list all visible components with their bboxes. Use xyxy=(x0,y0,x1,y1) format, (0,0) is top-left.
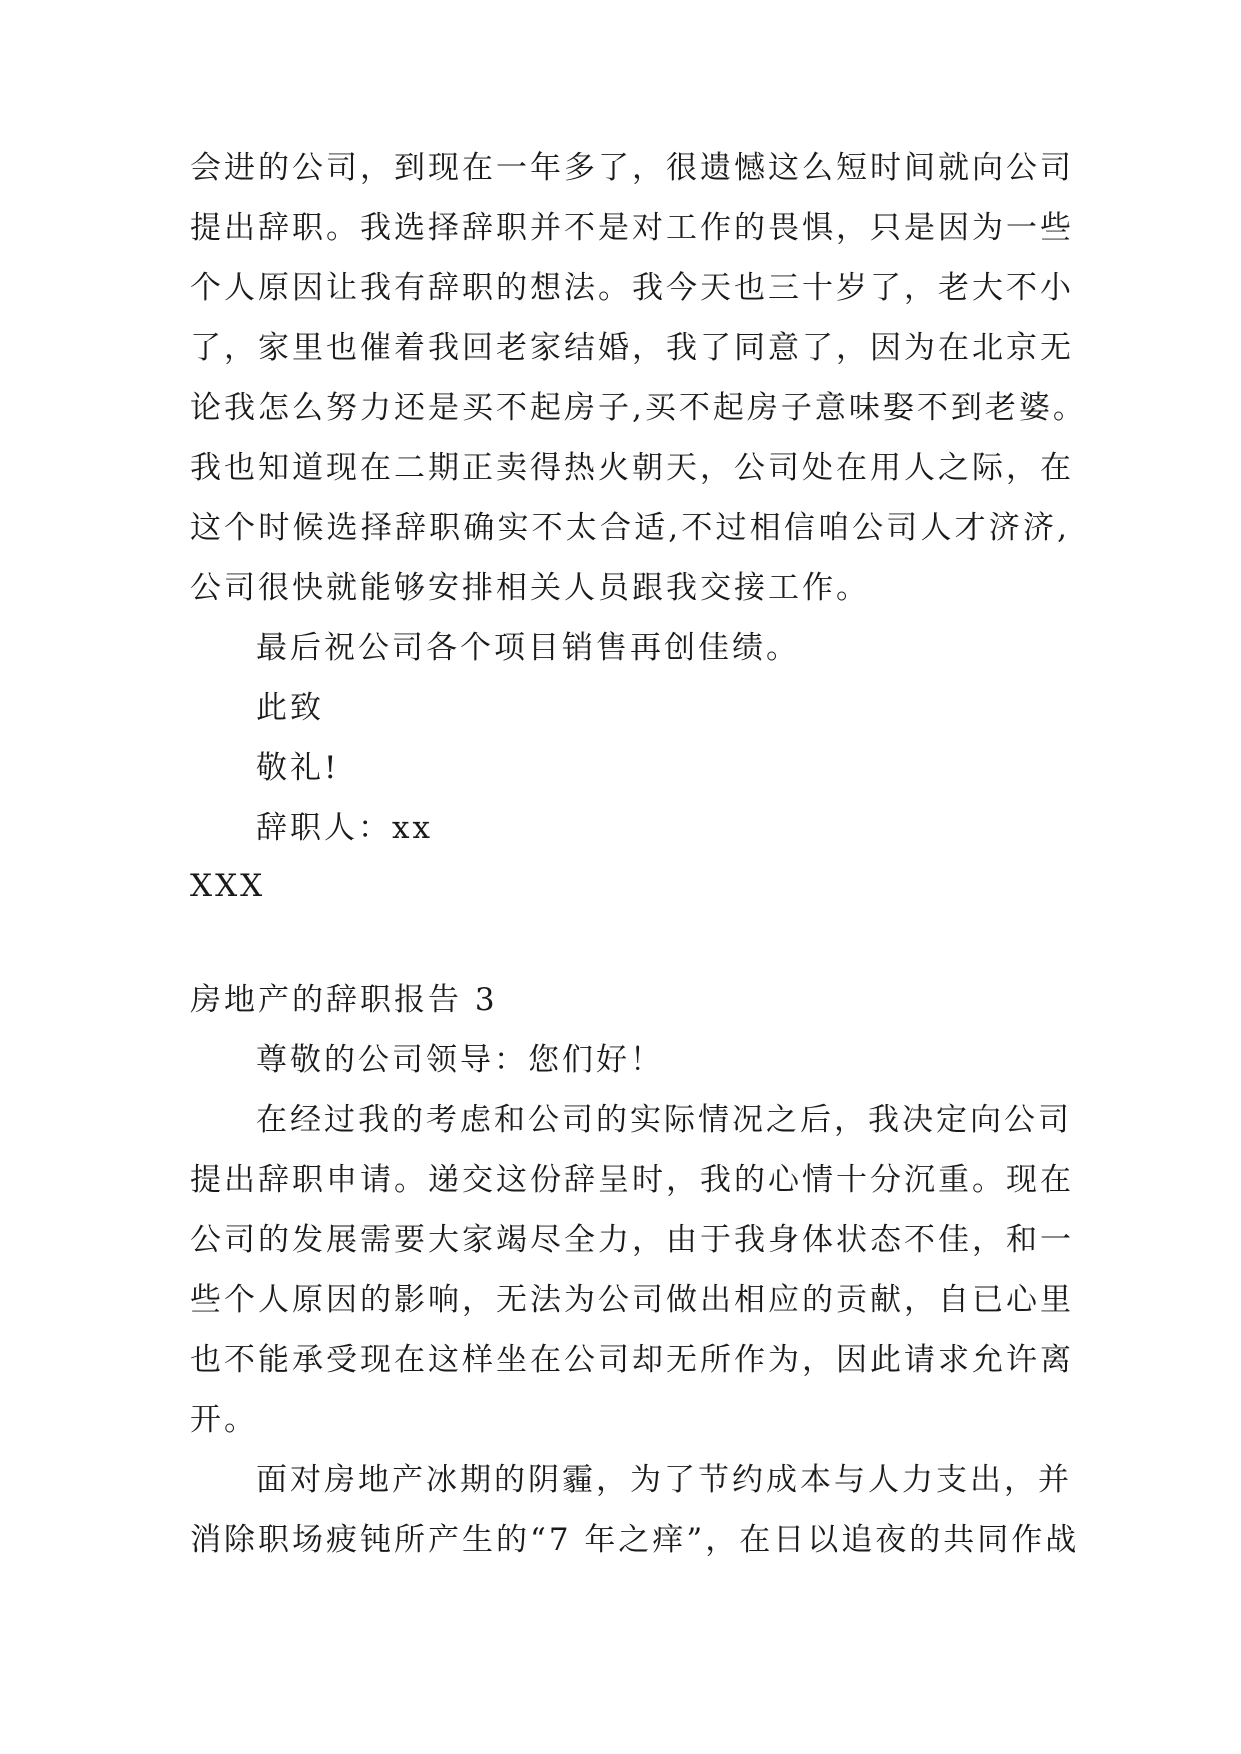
body-line: 提出辞职申请。递交这份辞呈时，我的心情十分沉重。现在 xyxy=(190,1162,1074,1198)
body-line: 消除职场疲钝所产生的“7 年之痒”，在日以追夜的共同作战 xyxy=(190,1522,1080,1558)
body-line: 面对房地产冰期的阴霾，为了节约成本与人力支出，并 xyxy=(256,1462,1072,1498)
signature: 辞职人：xx xyxy=(256,810,433,846)
body-line: 开。 xyxy=(190,1402,258,1438)
body-line: 我也知道现在二期正卖得热火朝天，公司处在用人之际，在 xyxy=(190,450,1074,486)
body-line: 这个时候选择辞职确实不太合适,不过相信咱公司人才济济, xyxy=(190,510,1070,546)
salutation-line-1: 此致 xyxy=(256,690,324,726)
body-line: 论我怎么努力还是买不起房子,买不起房子意味娶不到老婆。 xyxy=(190,390,1087,426)
body-line: 也不能承受现在这样坐在公司却无所作为，因此请求允许离 xyxy=(190,1342,1074,1378)
section-title: 房地产的辞职报告 3 xyxy=(190,982,498,1018)
body-line: 了，家里也催着我回老家结婚，我了同意了，因为在北京无 xyxy=(190,330,1074,366)
salutation-line-2: 敬礼! xyxy=(256,750,340,786)
body-line: 提出辞职。我选择辞职并不是对工作的畏惧，只是因为一些 xyxy=(190,210,1074,246)
body-line: 个人原因让我有辞职的想法。我今天也三十岁了，老大不小 xyxy=(190,270,1074,306)
body-line: 会进的公司，到现在一年多了，很遗憾这么短时间就向公司 xyxy=(190,150,1074,186)
greeting: 尊敬的公司领导：您们好！ xyxy=(256,1042,664,1078)
body-line: 在经过我的考虑和公司的实际情况之后，我决定向公司 xyxy=(256,1102,1072,1138)
date: XXX xyxy=(190,868,266,904)
body-line: 公司的发展需要大家竭尽全力，由于我身体状态不佳，和一 xyxy=(190,1222,1074,1258)
closing-wish: 最后祝公司各个项目销售再创佳绩。 xyxy=(256,630,800,666)
body-line: 公司很快就能够安排相关人员跟我交接工作。 xyxy=(190,570,870,606)
body-line: 些个人原因的影响，无法为公司做出相应的贡献，自已心里 xyxy=(190,1282,1074,1318)
